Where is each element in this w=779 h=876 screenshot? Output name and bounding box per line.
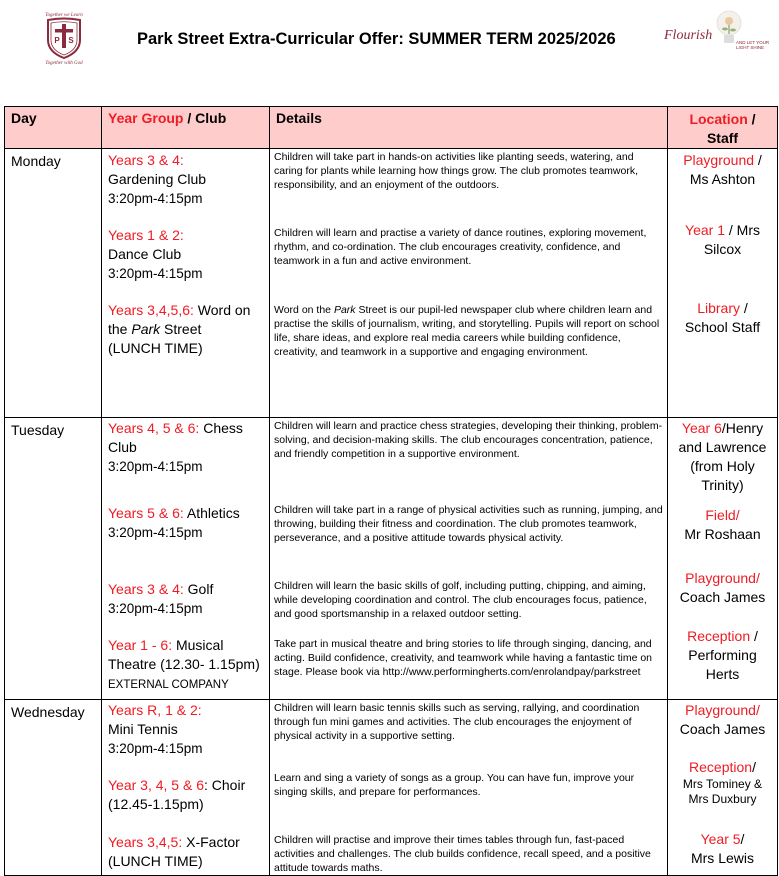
club-description: Children will learn basic tennis skills such as serving, rallying, and coordination through fun mini games and activities. The club encourages the enjoyment of physical activity in a supportive setting. [274, 702, 640, 742]
club-description: Children will learn and practise a variety of dance routines, exploring movement, rhythm, and co-ordination. The club encourages creativity, confidence, and teamwork in a fun and active environment. [274, 227, 647, 267]
club-entry-choir: Year 3, 4, 5 & 6: Choir (12.45-1.15pm) [108, 777, 246, 812]
column-header-location-staff: Location / Staff [668, 107, 778, 149]
clubs-table [4, 106, 778, 876]
club-description: Children will learn and practice chess strategies, developing their thinking, problem-solving, and decision-making skills. The club encourages concentration, patience, and friendly competition in a supportive environment. [274, 420, 663, 460]
club-description: Word on the Park Street is our pupil-led newspaper club where children learn and practise the skills of journalism, writing, and storytelling. Pupils will report on school life, share ideas, and explore real media careers while building confidence, creativity, and teamwork in a supportive and engaging environment. [274, 304, 660, 358]
club-entry-x-factor: Years 3,4,5: X-Factor (LUNCH TIME) [108, 834, 240, 869]
club-entry-word-on-the-park-street: Years 3,4,5,6: Word on the Park Street (LUNCH TIME) [108, 302, 251, 356]
club-description: Learn and sing a variety of songs as a group. You can have fun, improve your singing skills, and prepare for performances. [274, 772, 635, 798]
day-cell: Tuesday [5, 418, 102, 700]
club-entry-dance: Years 1 & 2: Dance Club 3:20pm-4:15pm [108, 227, 203, 281]
location-cell [668, 149, 778, 418]
location-staff: Year 6/Henry and Lawrence (from Holy Trinity) [678, 420, 767, 493]
club-entry-athletics: Years 5 & 6: Athletics 3:20pm-4:15pm [108, 505, 240, 540]
column-header-details: Details [270, 107, 668, 149]
page-title: Park Street Extra-Curricular Offer: SUMMER TERM 2025/2026 [137, 30, 616, 48]
details-cell [270, 149, 668, 418]
location-staff: Playground/ Coach James [679, 702, 766, 737]
table-row-monday [5, 149, 778, 418]
svg-text:Together with God: Together with God [45, 61, 83, 66]
club-description: Children will learn the basic skills of golf, including putting, chipping, and aiming, while developing coordination and control. The club encourages focus, patience, and good sportsmanship in a relaxed outdoor setting. [274, 580, 647, 620]
location-cell [668, 700, 778, 876]
location-staff: Year 5/ Mrs Lewis [690, 831, 754, 866]
club-entry-chess: Years 4, 5 & 6: Chess Club 3:20pm-4:15pm [108, 420, 243, 474]
document-header [0, 0, 779, 100]
club-description: Children will take part in a range of physical activities such as running, jumping, and throwing, building their fitness and coordination. The club promotes teamwork, perseverance, and a positive attitude towards physical activity. [274, 504, 663, 544]
club-entry-golf: Years 3 & 4: Golf 3:20pm-4:15pm [108, 581, 214, 616]
location-staff: Reception/ Mrs Tominey & Mrs Duxbury [682, 759, 763, 806]
club-entry-gardening: Years 3 & 4: Gardening Club 3:20pm-4:15pm [108, 152, 207, 206]
svg-text:P: P [54, 36, 60, 45]
column-header-day: Day [5, 107, 102, 149]
club-cell [102, 700, 270, 876]
location-staff: Year 1 / Mrs Silcox [685, 222, 760, 257]
location-staff: Playground / Ms Ashton [683, 152, 762, 187]
location-staff: Field/ Mr Roshaan [684, 507, 761, 542]
location-staff: Playground/ Coach James [679, 570, 766, 605]
table-header-row [5, 107, 778, 149]
location-cell [668, 418, 778, 700]
club-cell [102, 149, 270, 418]
club-description: Take part in musical theatre and bring stories to life through singing, dancing, and acting. Build confidence, creativity, and teamwork while having a fantastic time on stage. Please book via http://www.performingherts.com/enrolandpay/parkstreet [274, 638, 652, 678]
svg-text:S: S [68, 36, 74, 45]
club-entry-mini-tennis: Years R, 1 & 2: Mini Tennis 3:20pm-4:15pm [108, 702, 203, 756]
flourish-logo [664, 10, 774, 55]
flourish-tagline: AND LET YOUR LIGHT SHINE [736, 40, 770, 50]
day-cell: Monday [5, 149, 102, 418]
location-staff: Reception / Performing Herts [687, 628, 758, 682]
table-row-tuesday [5, 418, 778, 700]
day-cell: Wednesday [5, 700, 102, 876]
club-cell [102, 418, 270, 700]
details-cell [270, 700, 668, 876]
school-crest-logo [36, 8, 92, 66]
club-description: Children will take part in hands-on activities like planting seeds, watering, and caring for plants while learning how things grow. The club promotes teamwork, responsibility, and an enjoyment of the outdoors. [274, 151, 638, 191]
details-cell [270, 418, 668, 700]
location-staff: Library / School Staff [684, 300, 761, 335]
club-description: Children will practise and improve their times tables through fun, fast-paced activities and challenges. The club builds confidence, recall speed, and a positive attitude towards maths. [274, 834, 651, 874]
table-row-wednesday [5, 700, 778, 876]
flourish-wordmark: Flourish [664, 28, 713, 43]
club-entry-musical-theatre: Year 1 - 6: Musical Theatre (12.30- 1.15pm) EXTERNAL COMPANY [108, 637, 260, 691]
svg-text:Together we Learn: Together we Learn [45, 13, 83, 18]
column-header-year-club: Year Group / Club [102, 107, 270, 149]
